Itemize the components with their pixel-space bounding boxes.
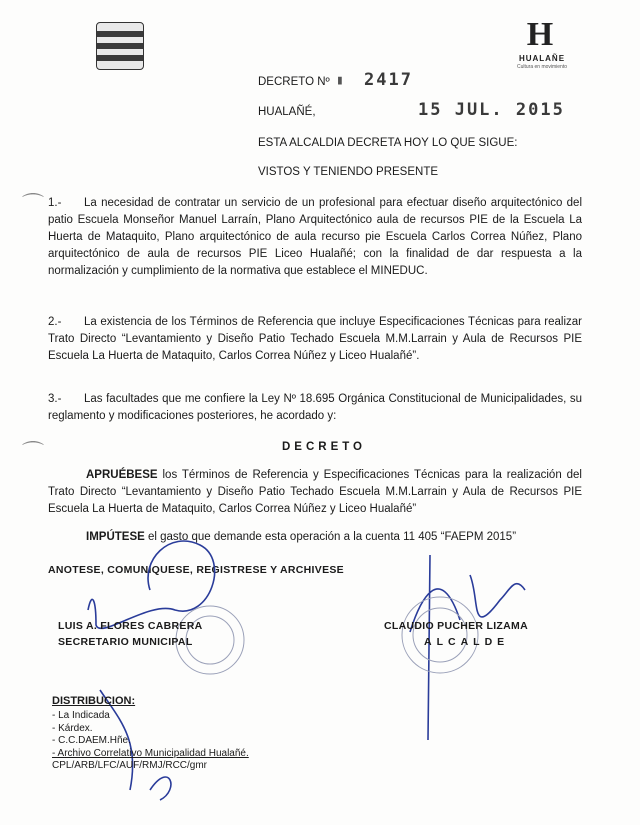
item-number: 1.- xyxy=(48,197,62,209)
distribution-heading: DISTRIBUCION: xyxy=(52,695,136,707)
list-item: - C.C.DAEM.Hñe. xyxy=(52,735,131,746)
margin-mark-icon: ⌒ xyxy=(22,441,45,466)
list-item: - Archivo Correlativo Municipalidad Hualañé. xyxy=(52,747,249,759)
item-number: 2.- xyxy=(48,316,62,328)
charge-text: el gasto que demande esta operación a la cuenta 11 405 “FAEPM 2015” xyxy=(148,531,517,543)
list-item: - Kárdex. xyxy=(52,722,93,734)
approve-text: los Términos de Referencia y Especificaciones Técnicas para la realización del Trato Directo “Levantamiento y Diseño Patio Techado Escuela M.M.Larrain y Aula de Recursos PIE Escuela La Huerta de Mataquito, Carlos Correa Núñez y Liceo Hualañé” xyxy=(48,469,582,515)
secretary-name: LUIS A. FLORES CABRERA xyxy=(58,620,203,632)
closing-formula: ANOTESE, COMUNIQUESE, REGISTRESE Y ARCHIVESE xyxy=(48,564,344,576)
item-text: Las facultades que me confiere la Ley Nº 18.695 Orgánica Constitucional de Municipalidades, su reglamento y modificaciones posteriores, he acordado y: xyxy=(48,393,582,422)
logo-tagline: Cultura en movimiento xyxy=(516,64,568,70)
item-text: La existencia de los Términos de Referencia que incluye Especificaciones Técnicas para realizar Trato Directo “Levantamiento y Diseño Patio Techado Escuela M.M.Larrain y Aula de Recursos PIE Escuela La Huerta de Mataquito, Carlos Correa Núñez y Liceo Hualañé”. xyxy=(48,316,582,362)
hualane-logo-icon: H xyxy=(526,16,554,53)
secretary-role: SECRETARIO MUNICIPAL xyxy=(58,636,193,648)
mayor-role: ALCALDE xyxy=(424,636,510,648)
logo-name: HUALAÑE xyxy=(518,54,566,63)
decreto-title: DECRETO xyxy=(281,441,367,453)
stamp-mark-icon: ▮ xyxy=(336,73,346,88)
approve-word: APRUÉBESE xyxy=(86,469,158,481)
list-item: - La Indicada xyxy=(52,710,110,721)
decreto-label: DECRETO Nº xyxy=(258,76,330,88)
list-item: CPL/ARB/LFC/AUF/RMJ/RCC/gmr xyxy=(52,760,208,771)
charge-word: IMPÚTESE xyxy=(86,531,145,543)
vistos-heading: VISTOS Y TENIENDO PRESENTE xyxy=(258,166,439,178)
item-text: La necesidad de contratar un servicio de un profesional para efectuar diseño arquitectónico del patio Escuela Monseñor Manuel Larraín, Plano Arquitectónico aula de recursos PIE de la Escuela La Huerta de Mataquito, Plano arquitectónico de aula recurso pie Escuela Carlos Correa Núñez, Plano arquitectónico de aula de recursos PIE Liceo Hualañé; con la finalidad de dar respuesta a la normalización y cumplimiento de la normativa que establece el MINEDUC. xyxy=(48,197,582,277)
decreto-number: 2417 xyxy=(364,70,413,90)
distribution-list xyxy=(52,710,249,773)
decree-intro: ESTA ALCALDIA DECRETA HOY LO QUE SIGUE: xyxy=(258,137,518,149)
item-number: 3.- xyxy=(48,393,62,405)
margin-mark-icon: ⌒ xyxy=(22,193,45,218)
decree-date: 15 JUL. 2015 xyxy=(418,100,565,120)
mayor-name: CLAUDIO PUCHER LIZAMA xyxy=(384,620,528,632)
left-signature-icon xyxy=(88,541,215,628)
place-label: HUALAÑÉ, xyxy=(258,106,316,118)
